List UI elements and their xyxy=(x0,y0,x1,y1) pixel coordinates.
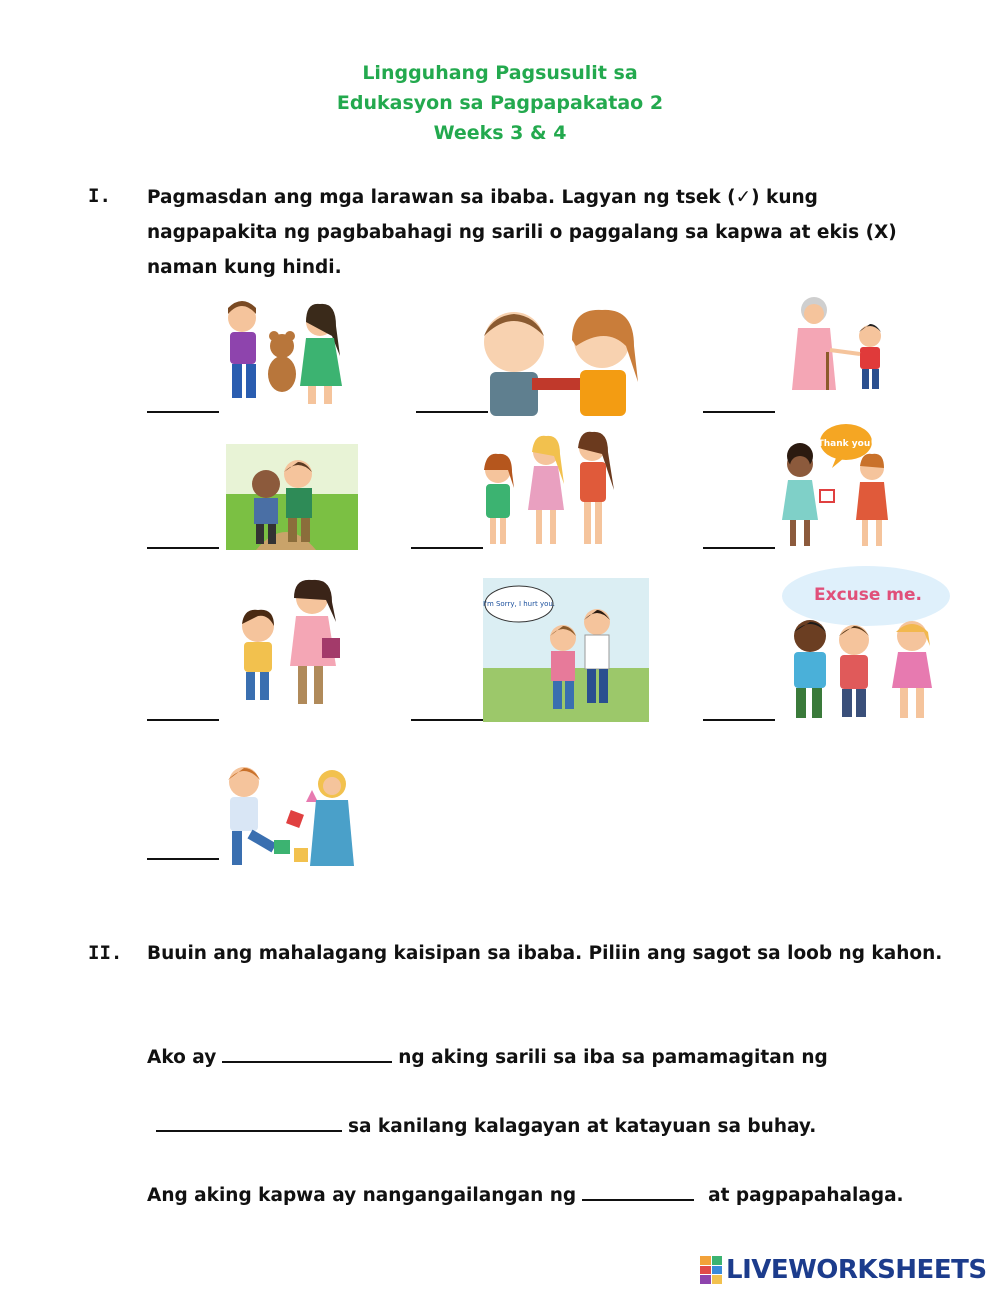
answer-blank-3[interactable] xyxy=(703,411,775,413)
fill-blank-2[interactable] xyxy=(156,1112,342,1132)
picture-excuse-me xyxy=(770,562,954,726)
worksheet-title xyxy=(0,58,1000,148)
picture-angry-boy-and-mother xyxy=(232,578,354,708)
answer-blank-6[interactable] xyxy=(703,547,775,549)
section-1-instructions: Pagmasdan ang mga larawan sa ibaba. Lagyan ng tsek (✓) kung nagpapakita ng pagbabahagi ng sarili o paggalang sa kapwa at ekis (X) naman kung hindi. xyxy=(147,187,897,278)
section-2-instructions: Buuin ang mahalagang kaisipan sa ibaba. Piliin ang sagot sa loob ng kahon. xyxy=(147,943,943,964)
section-2-number: II. xyxy=(88,942,123,964)
picture-im-sorry xyxy=(483,578,649,722)
title-line-2: Edukasyon sa Pagpapakatao 2 xyxy=(336,92,664,114)
title-line-3: Weeks 3 & 4 xyxy=(433,122,567,144)
answer-blank-9[interactable] xyxy=(703,719,775,721)
picture-boy-helping-friend xyxy=(226,444,358,550)
sentence-1 xyxy=(147,1043,828,1068)
sentence-2-end: sa kanilang kalagayan at katayuan sa buhay. xyxy=(348,1116,817,1137)
sentence-3 xyxy=(147,1181,904,1206)
sorry-bubble-text: I'm Sorry, I hurt you. xyxy=(483,600,556,608)
answer-blank-10[interactable] xyxy=(147,858,219,860)
picture-three-girls xyxy=(474,430,620,550)
liveworksheets-logo-icon xyxy=(700,1256,722,1284)
sentence-3-end: at pagpapahalaga. xyxy=(708,1185,904,1206)
excuse-me-bubble-text: Excuse me. xyxy=(813,585,923,605)
title-line-1: Lingguhang Pagsusulit sa xyxy=(362,62,638,84)
fill-blank-3[interactable] xyxy=(582,1181,694,1201)
sentence-1-end: ng aking sarili sa iba sa pamamagitan ng xyxy=(398,1047,828,1068)
thank-you-bubble-text: Thank you! xyxy=(817,439,875,449)
liveworksheets-brand-text: LIVEWORKSHEETS xyxy=(726,1255,987,1285)
picture-grandmother-and-boy xyxy=(790,292,902,392)
picture-girl-giving-gift xyxy=(776,420,902,550)
answer-blank-5[interactable] xyxy=(411,547,483,549)
sentence-1-start: Ako ay xyxy=(147,1047,217,1068)
picture-kids-fighting-teddy xyxy=(212,296,348,414)
liveworksheets-logo xyxy=(700,1254,987,1286)
answer-blank-4[interactable] xyxy=(147,547,219,549)
sentence-2 xyxy=(156,1112,816,1137)
picture-kids-sharing-book xyxy=(476,306,644,416)
fill-blank-1[interactable] xyxy=(222,1043,392,1063)
sentence-3-start: Ang aking kapwa ay nangangailangan ng xyxy=(147,1185,577,1206)
answer-blank-7[interactable] xyxy=(147,719,219,721)
section-1-number: I. xyxy=(88,185,111,207)
answer-blank-1[interactable] xyxy=(147,411,219,413)
answer-blank-2[interactable] xyxy=(416,411,488,413)
answer-blank-8[interactable] xyxy=(411,719,483,721)
picture-boy-kicking-blocks xyxy=(214,762,360,874)
